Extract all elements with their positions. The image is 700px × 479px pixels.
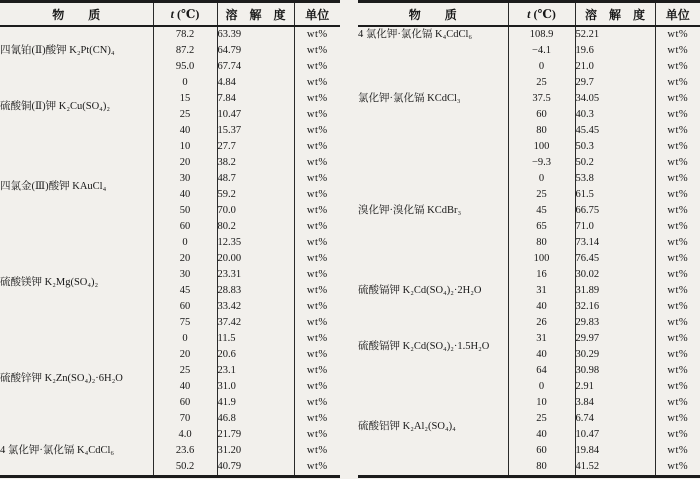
- solubility-cell: 27.7: [217, 139, 294, 155]
- substance-cell: 硫酸铝钾 K₂Al₂(SO₄)₄: [358, 421, 456, 432]
- temperature-column-header: [153, 2, 217, 27]
- solubility-cell: 19.6: [575, 43, 655, 59]
- table-row: [358, 43, 700, 59]
- solubility-cell: 19.84: [575, 443, 655, 459]
- temperature-cell: 25: [153, 363, 217, 379]
- table-row: [0, 75, 340, 91]
- unit-cell: wt%: [294, 203, 340, 219]
- temperature-cell: 37.5: [508, 91, 575, 107]
- solubility-cell: 20.6: [217, 347, 294, 363]
- temperature-cell: 40: [508, 299, 575, 315]
- temperature-cell: −9.3: [508, 155, 575, 171]
- solubility-cell: 21.0: [575, 59, 655, 75]
- temperature-cell: 0: [153, 235, 217, 251]
- unit-cell: wt%: [655, 299, 700, 315]
- solubility-cell: 41.9: [217, 395, 294, 411]
- substance-cell: 氯化钾·氯化镉 KCdCl₃: [358, 93, 461, 104]
- solubility-column-header-label: 溶 解 度: [584, 7, 645, 22]
- substance-cell: 4 氯化钾·氯化镉 K₄CdCl₆: [358, 29, 473, 40]
- unit-cell: wt%: [655, 75, 700, 91]
- unit-cell: wt%: [655, 203, 700, 219]
- temperature-cell: 0: [508, 379, 575, 395]
- solubility-cell: 23.31: [217, 267, 294, 283]
- table-row: [0, 235, 340, 251]
- table-row: [358, 155, 700, 171]
- solubility-cell: 53.8: [575, 171, 655, 187]
- unit-cell: wt%: [294, 219, 340, 235]
- unit-cell: wt%: [655, 59, 700, 75]
- solubility-cell: 48.7: [217, 171, 294, 187]
- substance-column-header-label: 物 质: [52, 7, 101, 22]
- temperature-cell: 25: [508, 411, 575, 427]
- solubility-cell: 32.16: [575, 299, 655, 315]
- solubility-cell: 28.83: [217, 283, 294, 299]
- temperature-cell: 25: [508, 75, 575, 91]
- solubility-cell: 30.98: [575, 363, 655, 379]
- unit-cell: wt%: [655, 267, 700, 283]
- unit-cell: wt%: [655, 155, 700, 171]
- solubility-cell: 40.79: [217, 459, 294, 477]
- unit-cell: wt%: [655, 283, 700, 299]
- solubility-cell: 23.1: [217, 363, 294, 379]
- solubility-cell: 10.47: [575, 427, 655, 443]
- temperature-cell: 65: [508, 219, 575, 235]
- unit-cell: wt%: [294, 347, 340, 363]
- unit-cell: wt%: [655, 443, 700, 459]
- unit-cell: wt%: [655, 139, 700, 155]
- temperature-cell: 40: [508, 347, 575, 363]
- temperature-column-header: [508, 2, 575, 27]
- unit-cell: wt%: [294, 299, 340, 315]
- temperature-cell: 50: [153, 203, 217, 219]
- unit-cell: wt%: [655, 43, 700, 59]
- solubility-cell: 31.0: [217, 379, 294, 395]
- temperature-cell: 75: [153, 315, 217, 331]
- unit-cell: wt%: [294, 267, 340, 283]
- unit-cell: wt%: [294, 26, 340, 43]
- solubility-cell: 34.05: [575, 91, 655, 107]
- solubility-cell: 46.8: [217, 411, 294, 427]
- temperature-cell: 10: [508, 395, 575, 411]
- temperature-cell: 80: [508, 459, 575, 477]
- unit-cell: wt%: [655, 235, 700, 251]
- temperature-cell: 31: [508, 331, 575, 347]
- solubility-cell: 80.2: [217, 219, 294, 235]
- temperature-cell: 40: [153, 123, 217, 139]
- temperature-cell: 95.0: [153, 59, 217, 75]
- unit-cell: wt%: [655, 219, 700, 235]
- solubility-cell: 29.83: [575, 315, 655, 331]
- solubility-column-header-label: 溶 解 度: [225, 7, 286, 22]
- solubility-cell: 40.3: [575, 107, 655, 123]
- unit-cell: wt%: [655, 315, 700, 331]
- solubility-cell: 3.84: [575, 395, 655, 411]
- solubility-cell: 20.00: [217, 251, 294, 267]
- unit-cell: wt%: [294, 187, 340, 203]
- temperature-cell: 60: [153, 219, 217, 235]
- solubility-table-left: [0, 0, 340, 478]
- solubility-cell: 15.37: [217, 123, 294, 139]
- solubility-cell: 7.84: [217, 91, 294, 107]
- substance-cell: 硫酸铜(Ⅱ)钾 K₂Cu(SO₄)₂: [0, 101, 110, 112]
- solubility-cell: 59.2: [217, 187, 294, 203]
- solubility-cell: 66.75: [575, 203, 655, 219]
- table-row: [358, 26, 700, 43]
- unit-cell: wt%: [655, 91, 700, 107]
- table-row: [358, 267, 700, 283]
- temperature-cell: 60: [508, 107, 575, 123]
- solubility-cell: 71.0: [575, 219, 655, 235]
- unit-cell: wt%: [655, 251, 700, 267]
- temperature-cell: 70: [153, 411, 217, 427]
- temperature-cell: 50.2: [153, 459, 217, 477]
- temperature-cell: 25: [153, 107, 217, 123]
- solubility-cell: 30.29: [575, 347, 655, 363]
- solubility-cell: 50.3: [575, 139, 655, 155]
- unit-cell: wt%: [655, 171, 700, 187]
- solubility-cell: 64.79: [217, 43, 294, 59]
- solubility-cell: 30.02: [575, 267, 655, 283]
- temperature-cell: 20: [153, 347, 217, 363]
- solubility-cell: 21.79: [217, 427, 294, 443]
- unit-column-header: [655, 2, 700, 27]
- temperature-cell: 30: [153, 171, 217, 187]
- solubility-column-header: [217, 2, 294, 27]
- unit-cell: wt%: [294, 411, 340, 427]
- substance-cell: 4 氯化钾·氯化镉 K₄CdCl₆: [0, 445, 115, 456]
- temperature-cell: 80: [508, 123, 575, 139]
- solubility-cell: 76.45: [575, 251, 655, 267]
- temperature-cell: 60: [153, 395, 217, 411]
- temperature-cell: 0: [508, 171, 575, 187]
- temperature-cell: 30: [153, 267, 217, 283]
- temperature-cell: 80: [508, 235, 575, 251]
- temperature-cell: 100: [508, 251, 575, 267]
- substance-cell: 硫酸镁钾 K₂Mg(SO₄)₂: [0, 277, 99, 288]
- substance-cell: 硫酸镉钾 K₂Cd(SO₄)₂·2H₂O: [358, 285, 482, 296]
- temperature-cell: 64: [508, 363, 575, 379]
- temperature-cell: 0: [153, 75, 217, 91]
- temperature-cell: 20: [153, 251, 217, 267]
- solubility-cell: 38.2: [217, 155, 294, 171]
- unit-cell: wt%: [655, 347, 700, 363]
- substance-cell: 四氰铂(Ⅱ)酸钾 K₂Pt(CN)₄: [0, 45, 115, 56]
- temperature-cell: 60: [153, 299, 217, 315]
- unit-cell: wt%: [655, 427, 700, 443]
- solubility-cell: 29.97: [575, 331, 655, 347]
- temperature-cell: 20: [153, 155, 217, 171]
- temperature-cell: 31: [508, 283, 575, 299]
- solubility-table-left-container: [0, 0, 340, 478]
- unit-cell: wt%: [655, 26, 700, 43]
- table-row: [0, 331, 340, 347]
- solubility-cell: 67.74: [217, 59, 294, 75]
- temperature-cell: 16: [508, 267, 575, 283]
- unit-column-header-label: 单位: [305, 7, 330, 22]
- solubility-table-right: [358, 0, 700, 478]
- substance-column-header: [358, 2, 508, 27]
- temperature-column-header-label: t (℃): [527, 6, 556, 21]
- temperature-cell: 10: [153, 139, 217, 155]
- temperature-cell: −4.1: [508, 43, 575, 59]
- unit-cell: wt%: [655, 363, 700, 379]
- unit-cell: wt%: [655, 187, 700, 203]
- unit-cell: wt%: [294, 251, 340, 267]
- unit-cell: wt%: [294, 283, 340, 299]
- header-row: [358, 2, 700, 27]
- temperature-cell: 60: [508, 443, 575, 459]
- substance-cell: 硫酸镉钾 K₂Cd(SO₄)₂·1.5H₂O: [358, 341, 490, 352]
- unit-cell: wt%: [294, 43, 340, 59]
- unit-cell: wt%: [294, 123, 340, 139]
- unit-cell: wt%: [294, 235, 340, 251]
- unit-cell: wt%: [655, 123, 700, 139]
- unit-cell: wt%: [294, 331, 340, 347]
- solubility-cell: 6.74: [575, 411, 655, 427]
- substance-cell: 四氯金(Ⅲ)酸钾 KAuCl₄: [0, 181, 107, 192]
- solubility-cell: 63.39: [217, 26, 294, 43]
- temperature-cell: 78.2: [153, 26, 217, 43]
- temperature-cell: 100: [508, 139, 575, 155]
- unit-cell: wt%: [655, 379, 700, 395]
- solubility-cell: 31.89: [575, 283, 655, 299]
- unit-cell: wt%: [294, 139, 340, 155]
- unit-cell: wt%: [655, 331, 700, 347]
- table-row: [0, 427, 340, 443]
- temperature-cell: 40: [508, 427, 575, 443]
- unit-cell: wt%: [294, 315, 340, 331]
- temperature-cell: 26: [508, 315, 575, 331]
- temperature-cell: 40: [153, 187, 217, 203]
- solubility-cell: 12.35: [217, 235, 294, 251]
- solubility-cell: 10.47: [217, 107, 294, 123]
- header-row: [0, 2, 340, 27]
- temperature-cell: 25: [508, 187, 575, 203]
- temperature-cell: 4.0: [153, 427, 217, 443]
- solubility-cell: 33.42: [217, 299, 294, 315]
- unit-cell: wt%: [294, 459, 340, 477]
- substance-column-header: [0, 2, 153, 27]
- unit-cell: wt%: [655, 395, 700, 411]
- unit-cell: wt%: [294, 59, 340, 75]
- solubility-cell: 45.45: [575, 123, 655, 139]
- solubility-cell: 2.91: [575, 379, 655, 395]
- substance-cell: 溴化钾·溴化镉 KCdBr₃: [358, 205, 462, 216]
- solubility-cell: 50.2: [575, 155, 655, 171]
- solubility-cell: 29.7: [575, 75, 655, 91]
- unit-cell: wt%: [294, 427, 340, 443]
- solubility-cell: 31.20: [217, 443, 294, 459]
- solubility-cell: 70.0: [217, 203, 294, 219]
- temperature-cell: 40: [153, 379, 217, 395]
- unit-column-header-label: 单位: [665, 7, 690, 22]
- unit-cell: wt%: [294, 75, 340, 91]
- temperature-cell: 45: [508, 203, 575, 219]
- solubility-table-right-container: [358, 0, 700, 478]
- unit-cell: wt%: [294, 91, 340, 107]
- unit-cell: wt%: [655, 411, 700, 427]
- substance-column-header-label: 物 质: [408, 7, 457, 22]
- solubility-column-header: [575, 2, 655, 27]
- unit-cell: wt%: [294, 395, 340, 411]
- temperature-cell: 108.9: [508, 26, 575, 43]
- unit-column-header: [294, 2, 340, 27]
- temperature-cell: 0: [153, 331, 217, 347]
- unit-cell: wt%: [294, 155, 340, 171]
- table-row: [358, 379, 700, 395]
- table-row: [0, 26, 340, 43]
- solubility-cell: 73.14: [575, 235, 655, 251]
- unit-cell: wt%: [655, 459, 700, 477]
- solubility-cell: 4.84: [217, 75, 294, 91]
- substance-cell: 硫酸锌钾 K₂Zn(SO₄)₂·6H₂O: [0, 373, 123, 384]
- temperature-cell: 45: [153, 283, 217, 299]
- solubility-cell: 41.52: [575, 459, 655, 477]
- temperature-cell: 0: [508, 59, 575, 75]
- solubility-cell: 37.42: [217, 315, 294, 331]
- solubility-cell: 61.5: [575, 187, 655, 203]
- temperature-cell: 87.2: [153, 43, 217, 59]
- unit-cell: wt%: [294, 107, 340, 123]
- unit-cell: wt%: [294, 443, 340, 459]
- unit-cell: wt%: [294, 171, 340, 187]
- unit-cell: wt%: [294, 379, 340, 395]
- table-row: [358, 315, 700, 331]
- solubility-cell: 11.5: [217, 331, 294, 347]
- unit-cell: wt%: [294, 363, 340, 379]
- solubility-cell: 52.21: [575, 26, 655, 43]
- temperature-column-header-label: t (℃): [170, 6, 200, 21]
- temperature-cell: 23.6: [153, 443, 217, 459]
- table-row: [0, 139, 340, 155]
- unit-cell: wt%: [655, 107, 700, 123]
- temperature-cell: 15: [153, 91, 217, 107]
